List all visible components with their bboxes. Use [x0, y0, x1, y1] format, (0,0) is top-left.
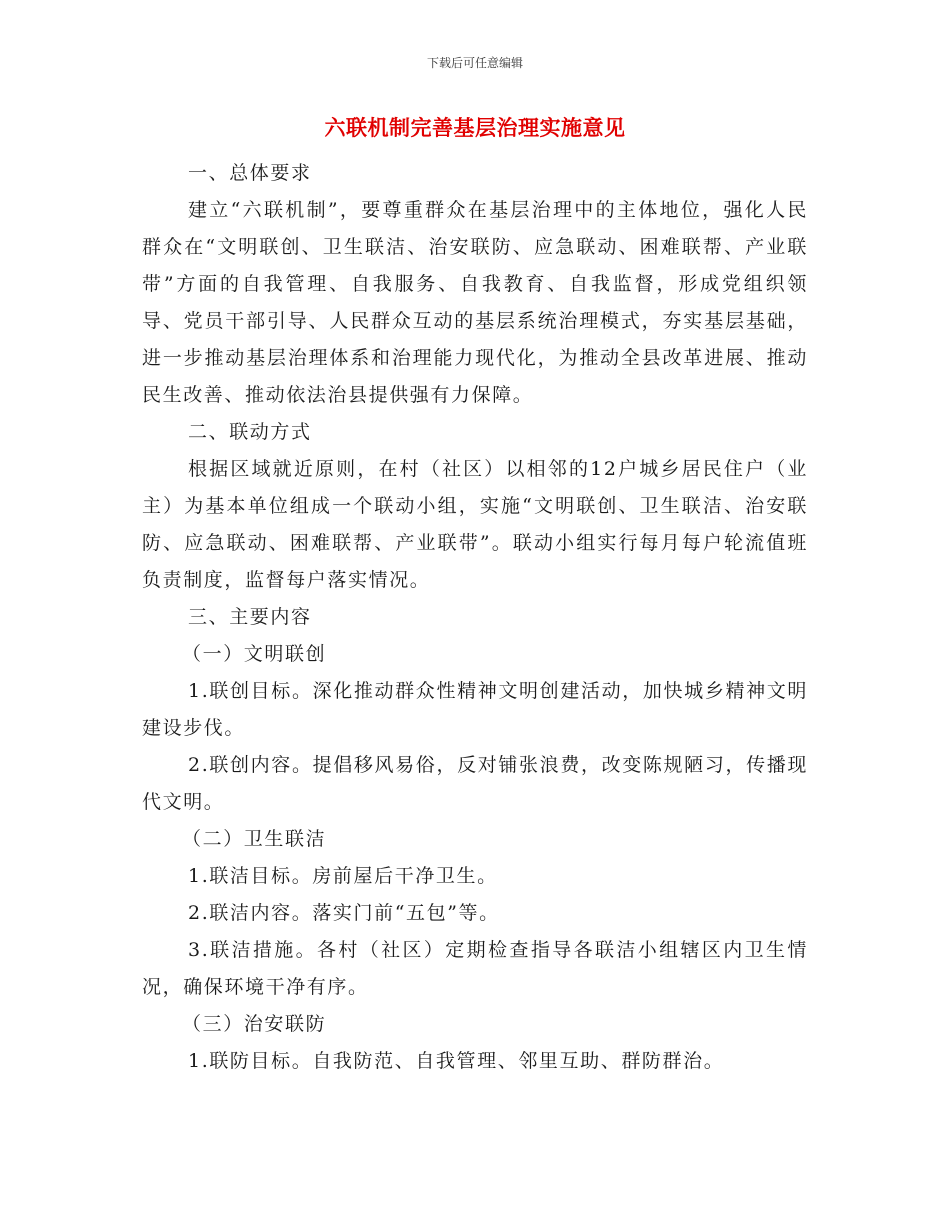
section-heading: 一、总体要求 — [188, 162, 312, 184]
list-item: 3.联洁措施。各村（社区）定期检查指导各联洁小组辖区内卫生情况，确保环境干净有序。 — [142, 939, 808, 998]
list-item: 2.联创内容。提倡移风易俗，反对铺张浪费，改变陈规陋习，传播现代文明。 — [142, 754, 808, 813]
subsection-heading: （一）文明联创 — [182, 643, 327, 665]
subsection-heading: （三）治安联防 — [182, 1013, 327, 1035]
document-body — [142, 155, 808, 1080]
list-item: 2.联洁内容。落实门前“五包”等。 — [188, 902, 500, 924]
subsection-heading: （二）卫生联洁 — [182, 828, 327, 850]
list-item: 1.联创目标。深化推动群众性精神文明创建活动，加快城乡精神文明建设步伐。 — [142, 680, 808, 739]
section-heading: 三、主要内容 — [188, 606, 312, 628]
paragraph: 建立“六联机制”，要尊重群众在基层治理中的主体地位，强化人民群众在“文明联创、卫生联洁、治安联防、应急联动、困难联帮、产业联带”方面的自我管理、自我服务、自我教育、自我监督，形成党组织领导、党员干部引导、人民群众互动的基层系统治理模式，夯实基层基础，进一步推动基层治理体系和治理能力现代化，为推动全县改革进展、推动民生改善、推动依法治县提供强有力保障。 — [142, 199, 808, 406]
section-heading: 二、联动方式 — [188, 421, 312, 443]
list-item: 1.联洁目标。房前屋后干净卫生。 — [188, 865, 498, 887]
paragraph: 根据区域就近原则，在村（社区）以相邻的12户城乡居民住户（业主）为基本单位组成一个联动小组，实施“文明联创、卫生联洁、治安联防、应急联动、困难联帮、产业联带”。联动小组实行每月每户轮流值班负责制度，监督每户落实情况。 — [142, 458, 808, 591]
list-item: 1.联防目标。自我防范、自我管理、邻里互助、群防群治。 — [188, 1050, 725, 1072]
document-title: 六联机制完善基层治理实施意见 — [324, 115, 626, 140]
header-note: 下载后可任意编辑 — [426, 56, 523, 70]
